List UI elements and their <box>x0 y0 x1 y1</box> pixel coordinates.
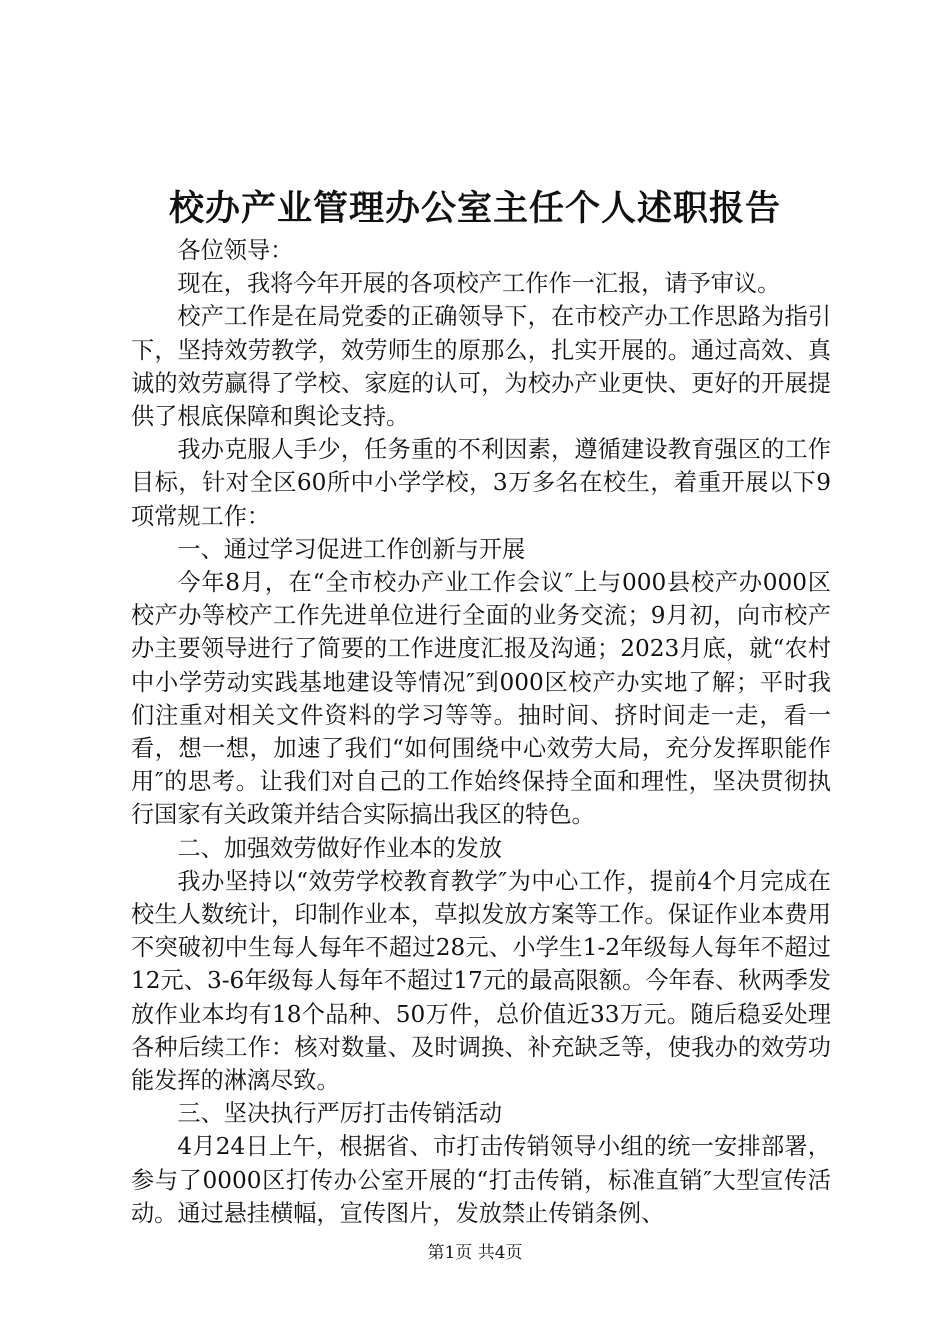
section-heading-3: 三、坚决执行严厉打击传销活动 <box>177 1100 503 1128</box>
salutation: 各位领导： <box>177 237 294 264</box>
section-heading-2: 二、加强效劳做好作业本的发放 <box>177 834 503 862</box>
document-body <box>131 234 831 1230</box>
page-number-footer: 第1页 共4页 <box>427 1243 523 1263</box>
document-title: 校办产业管理办公室主任个人述职报告 <box>168 188 781 229</box>
section-3-paragraph: 4月24日上午，根据省、市打击传销领导小组的统一安排部署，参与了0000区打传办公室开展的“打击传销，标准直销″大型宣传活动。通过悬挂横幅，宣传图片，发放禁止传销条例、 <box>131 1133 831 1227</box>
section-heading-1: 一、通过学习促进工作创新与开展 <box>177 535 526 563</box>
section-1-paragraph: 今年8月，在“全市校办产业工作会议″上与000县校产办000区校产办等校产工作先进单位进行全面的业务交流；9月初，向市校产办主要领导进行了简要的工作进度汇报及沟通；2023月底，就“农村中小学劳动实践基地建设等情况″到000区校产办实地了解；平时我们注重对相关文件资料的学习等等。抽时间、挤时间走一走，看一看，想一想，加速了我们“如何围绕中心效劳大局，充分发挥职能作用″的思考。让我们对自己的工作始终保持全面和理性，坚决贯彻执行国家有关政策并结合实际搞出我区的特色。 <box>131 569 831 829</box>
section-2-paragraph: 我办坚持以“效劳学校教育教学″为中心工作，提前4个月完成在校生人数统计，印制作业本，草拟发放方案等工作。保证作业本费用不突破初中生每人每年不超过28元、小学生1-2年级每人每年不超过12元、3-6年级每人每年不超过17元的最高限额。今年春、秋两季发放作业本均有18个品种、50万件，总价值近33万元。随后稳妥处理各种后续工作：核对数量、及时调换、补充缺乏等，使我办的效劳功能发挥的淋漓尽致。 <box>131 867 831 1095</box>
work-goals-paragraph: 我办克服人手少，任务重的不利因素，遵循建设教育强区的工作目标，针对全区60所中小学学校，3万多名在校生，着重开展以下9项常规工作： <box>131 436 831 530</box>
overview-paragraph: 校产工作是在局党委的正确领导下，在市校产办工作思路为指引下，坚持效劳教学，效劳师生的原那么，扎实开展的。通过高效、真诚的效劳赢得了学校、家庭的认可，为校办产业更快、更好的开展提供了根底保障和舆论支持。 <box>131 303 831 431</box>
intro-paragraph: 现在，我将今年开展的各项校产工作作一汇报，请予审议。 <box>177 270 781 298</box>
